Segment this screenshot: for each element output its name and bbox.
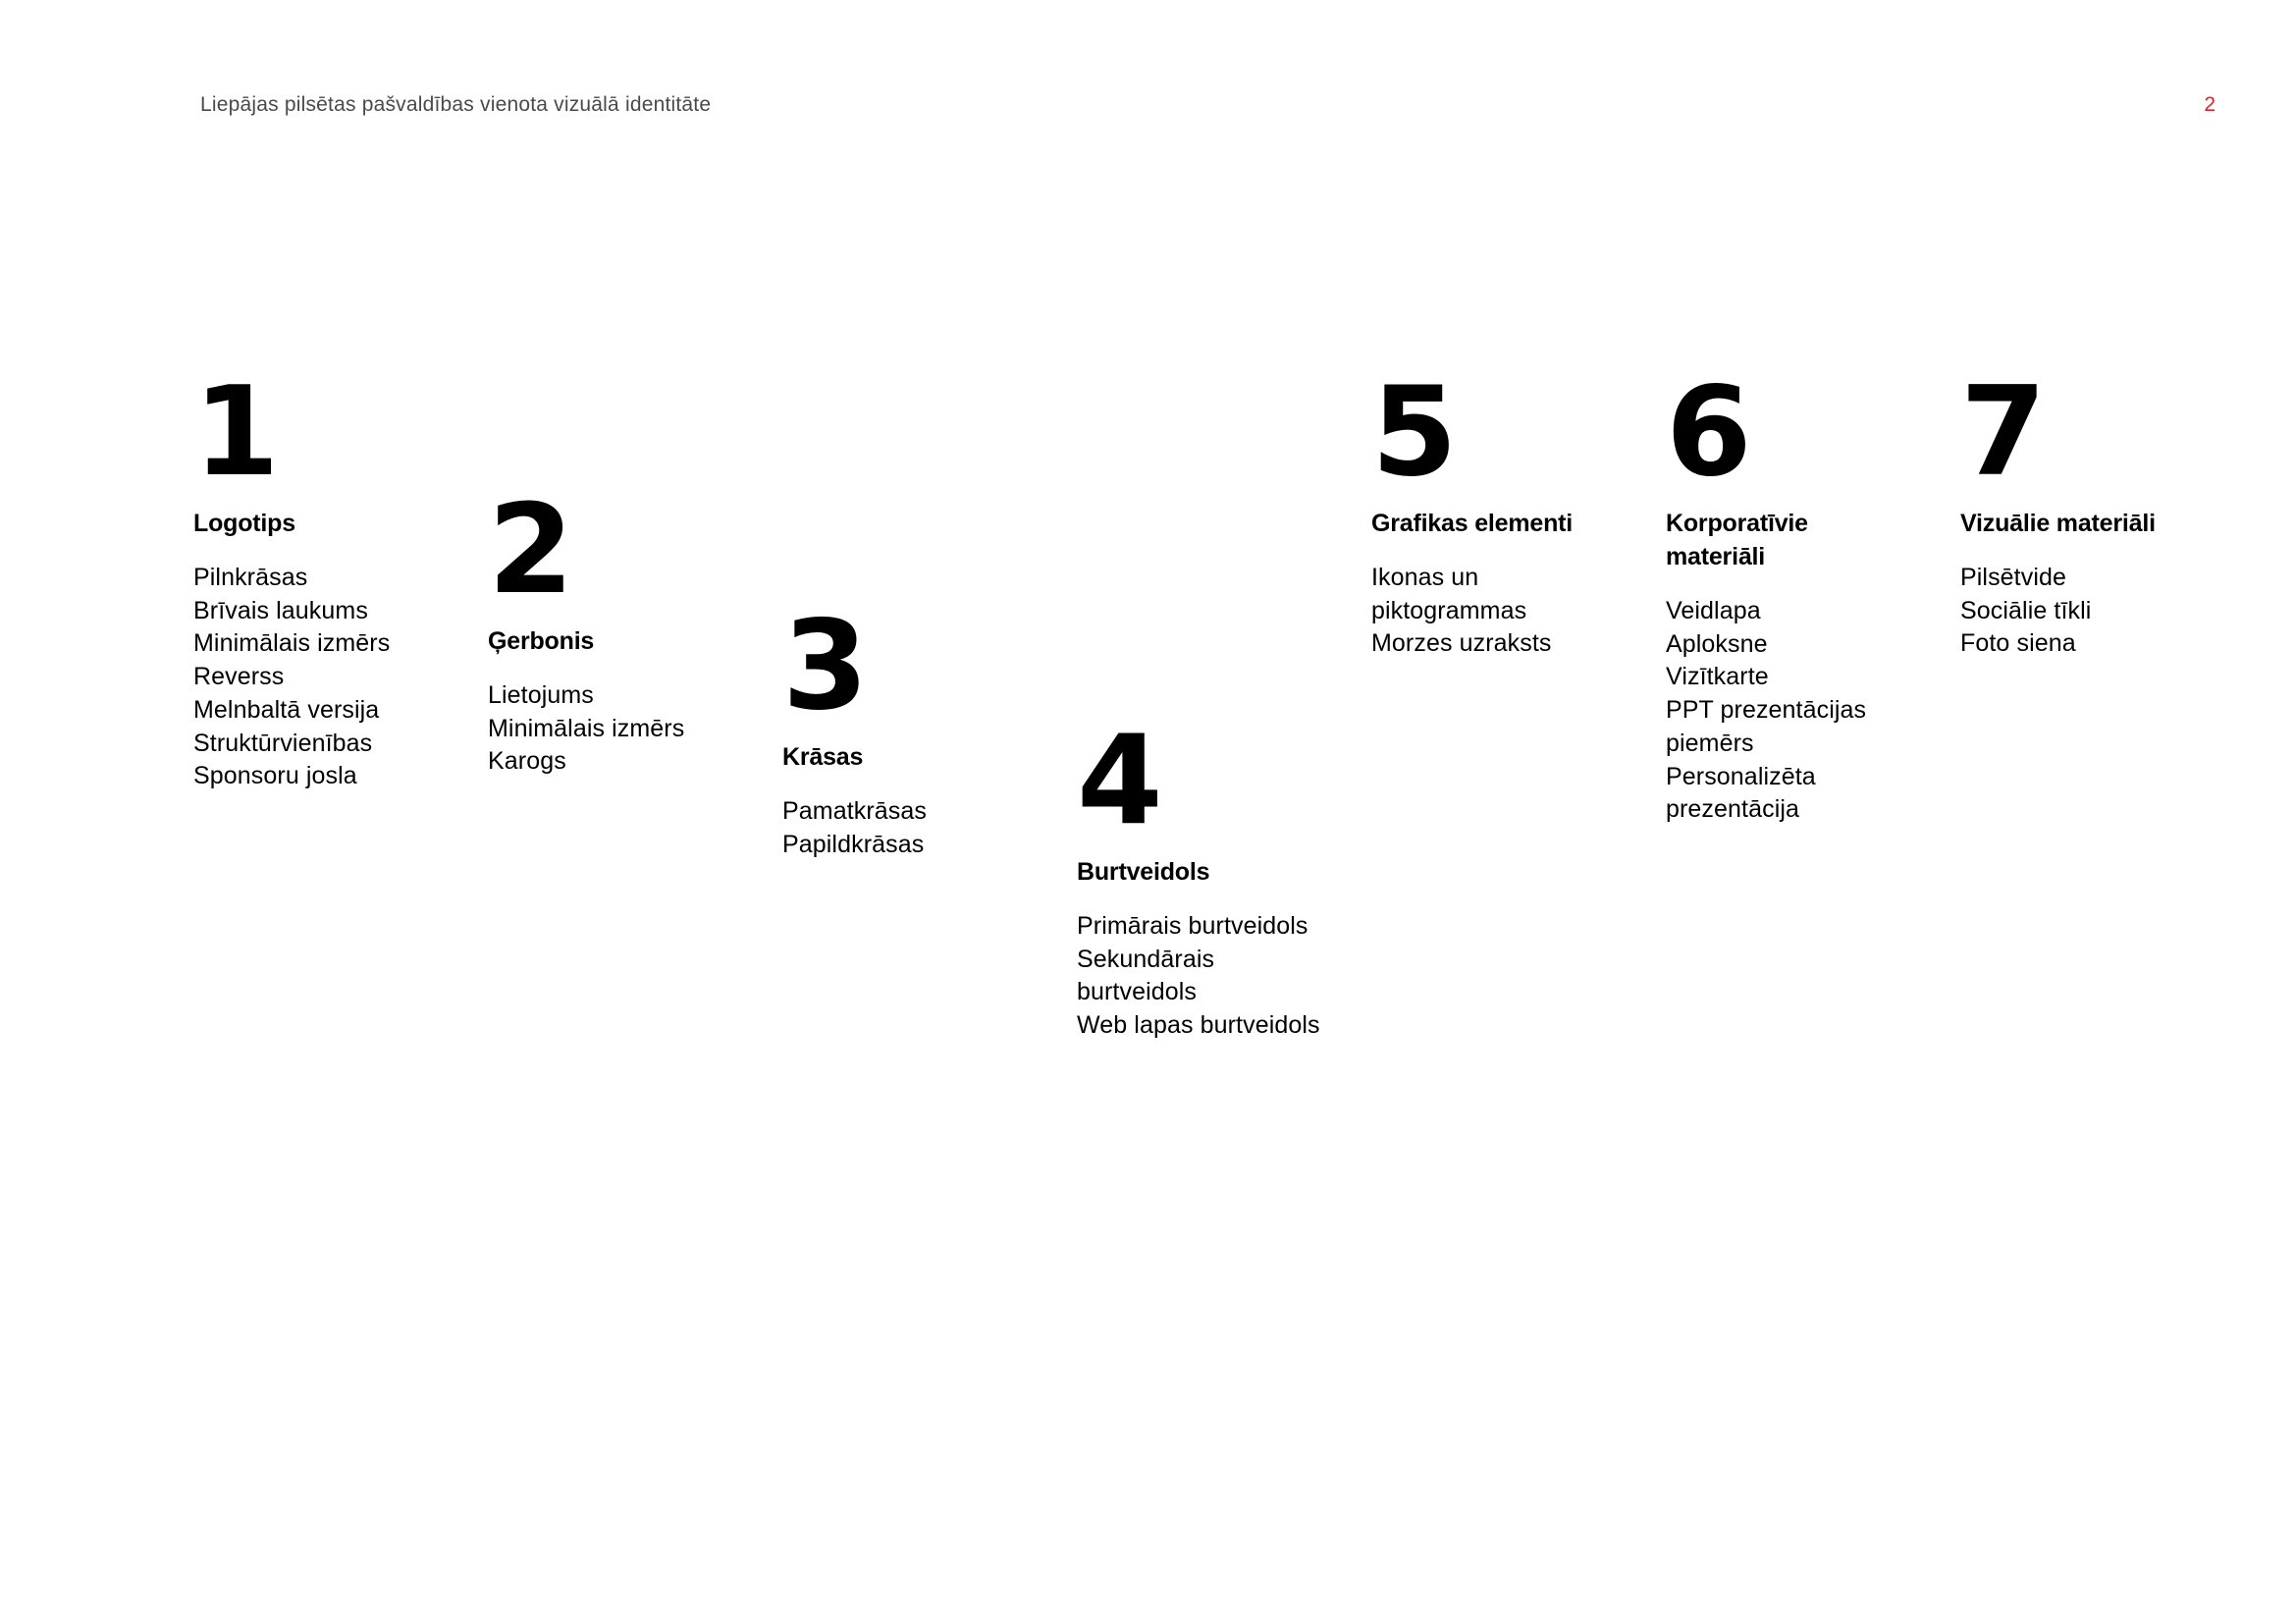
list-item: Lietojums xyxy=(488,681,594,709)
section-items xyxy=(782,795,1067,861)
section-title: Burtveidols xyxy=(1077,858,1210,886)
list-item: Ikonas un xyxy=(1371,564,1479,591)
list-item: Karogs xyxy=(488,747,566,776)
list-item: Vizītkarte xyxy=(1666,663,1769,691)
list-item: Pilnkrāsas xyxy=(193,564,308,591)
list-item: Personalizēta xyxy=(1666,762,1816,790)
list-item: Aploksne xyxy=(1666,629,1768,658)
list-item: Minimālais izmērs xyxy=(488,714,685,742)
section-title: Grafikas elementi xyxy=(1371,510,1574,537)
section-gerbonis xyxy=(488,477,773,779)
list-item: Sponsoru josla xyxy=(193,762,357,790)
section-burtveidols xyxy=(1077,708,1362,1043)
section-number: 3 xyxy=(782,593,867,737)
document-title: Liepājas pilsētas pašvaldības vienota vizuālā identitāte xyxy=(200,93,712,116)
page-number: 2 xyxy=(2204,93,2216,116)
section-number: 1 xyxy=(193,359,278,504)
list-item: Sekundārais xyxy=(1077,945,1215,973)
list-item: burtveidols xyxy=(1077,978,1197,1006)
list-item: Papildkrāsas xyxy=(782,830,925,858)
section-krasas xyxy=(782,593,1067,861)
list-item: Foto siena xyxy=(1960,629,2076,658)
section-number: 4 xyxy=(1077,708,1161,852)
section-title: Ģerbonis xyxy=(488,627,595,655)
list-item: Reverss xyxy=(193,663,285,691)
list-item: Primārais burtveidols xyxy=(1077,912,1308,940)
list-item: Veidlapa xyxy=(1666,597,1761,624)
list-item: Sociālie tīkli xyxy=(1960,596,2092,624)
section-grafikas-elementi xyxy=(1371,359,1656,661)
list-item: Pamatkrāsas xyxy=(782,797,927,825)
section-items xyxy=(1077,910,1362,1043)
section-number: 2 xyxy=(488,477,572,622)
section-items xyxy=(1960,562,2245,661)
list-item: PPT prezentācijas xyxy=(1666,696,1867,725)
list-item: Melnbaltā versija xyxy=(193,695,380,724)
section-items xyxy=(1666,595,1950,827)
section-title: Logotips xyxy=(193,510,295,537)
list-item: Struktūrvienības xyxy=(193,729,373,757)
list-item: piemērs xyxy=(1666,729,1754,757)
section-items xyxy=(1371,562,1656,661)
section-title: Vizuālie materiāli xyxy=(1960,510,2156,537)
section-vizualie-materiali xyxy=(1960,359,2245,661)
section-title: Krāsas xyxy=(782,743,864,771)
section-number: 5 xyxy=(1371,359,1456,504)
list-item: Brīvais laukums xyxy=(193,596,368,624)
section-title: Korporatīvie materiāli xyxy=(1666,510,1808,570)
list-item: Minimālais izmērs xyxy=(193,629,391,658)
section-number: 6 xyxy=(1666,359,1750,504)
section-items xyxy=(488,679,773,779)
list-item: Web lapas burtveidols xyxy=(1077,1011,1320,1040)
list-item: piktogrammas xyxy=(1371,596,1527,624)
section-number: 7 xyxy=(1960,359,2045,504)
section-items xyxy=(193,562,478,793)
list-item: Morzes uzraksts xyxy=(1371,629,1552,658)
section-logotips xyxy=(193,359,478,793)
section-korporativie-materiali xyxy=(1666,359,1950,827)
list-item: Pilsētvide xyxy=(1960,564,2066,591)
list-item: prezentācija xyxy=(1666,795,1800,824)
